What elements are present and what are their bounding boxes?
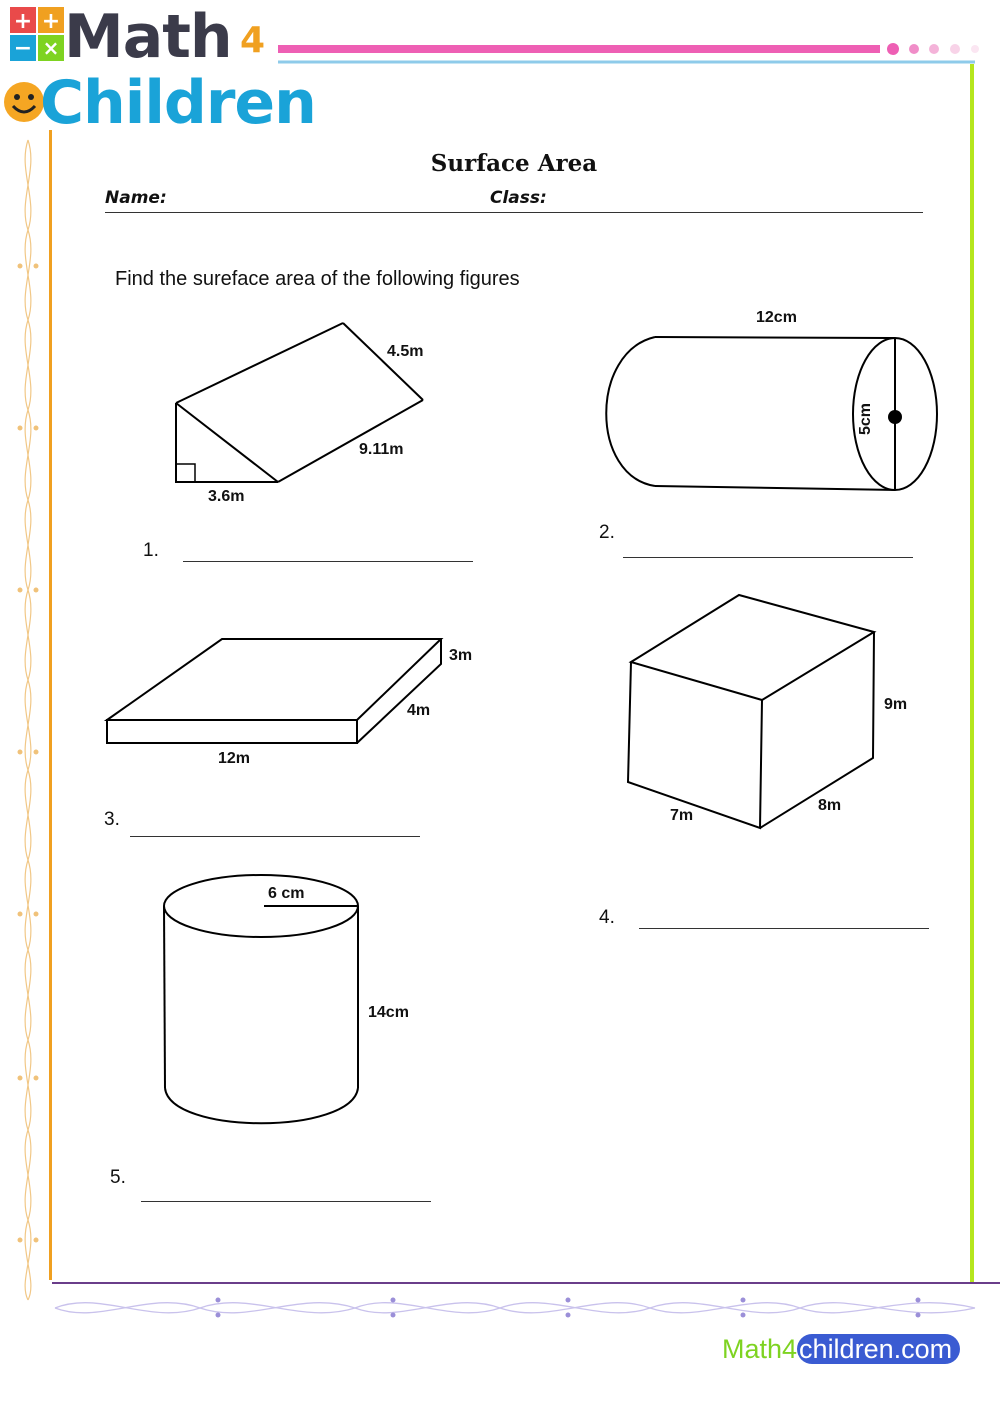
cuboid-depth-label: 8m <box>818 797 842 814</box>
cuboid-width-label: 7m <box>670 807 694 824</box>
cylinder-radius-label: 6 cm <box>268 885 305 902</box>
answer-line-4[interactable] <box>639 928 929 929</box>
answer-line-1[interactable] <box>183 561 473 562</box>
slab-figure <box>107 639 441 743</box>
footer-url-link[interactable] <box>722 1331 960 1367</box>
cylinder-height-label: 14cm <box>368 1004 409 1021</box>
slab-height-label: 3m <box>449 647 473 664</box>
name-label: Name: <box>105 188 167 208</box>
logo-children-text: Children <box>40 68 316 138</box>
slab-length-label: 12m <box>218 750 251 767</box>
svg-text:+: + <box>41 9 61 34</box>
prism-base-label: 3.6m <box>208 488 245 505</box>
cylinder-length-label: 12cm <box>756 309 797 326</box>
logo-math-text: Math <box>64 2 232 72</box>
logo-four-text: 4 <box>240 20 266 61</box>
answer-line-5[interactable] <box>141 1201 431 1202</box>
question-3-number: 3. <box>104 809 120 830</box>
question-2-number: 2. <box>599 522 615 543</box>
prism-slant-label: 4.5m <box>387 343 424 360</box>
answer-line-2[interactable] <box>623 557 913 558</box>
slab-width-label: 4m <box>407 702 431 719</box>
question-4-number: 4. <box>599 907 615 928</box>
worksheet-title: Surface Area <box>430 150 598 177</box>
footer-url-part2: children.com <box>797 1334 960 1364</box>
question-1-number: 1. <box>143 540 159 561</box>
answer-line-3[interactable] <box>130 836 420 837</box>
horizontal-cylinder-figure <box>606 337 937 490</box>
question-5-number: 5. <box>110 1167 126 1188</box>
instruction-text: Find the sureface area of the following figures <box>115 268 520 290</box>
prism-length-label: 9.11m <box>359 441 404 458</box>
svg-text:−: − <box>13 36 33 61</box>
class-label: Class: <box>490 188 547 208</box>
footer-url-part1: Math4 <box>722 1334 798 1364</box>
vertical-cylinder-figure <box>164 875 358 1123</box>
cuboid-height-label: 9m <box>884 696 908 713</box>
cylinder-diameter-label: 5cm <box>857 402 874 435</box>
svg-text:×: × <box>42 36 60 60</box>
cuboid-figure <box>628 595 874 828</box>
cylinder-center-dot <box>888 410 902 424</box>
svg-text:+: + <box>13 9 33 34</box>
